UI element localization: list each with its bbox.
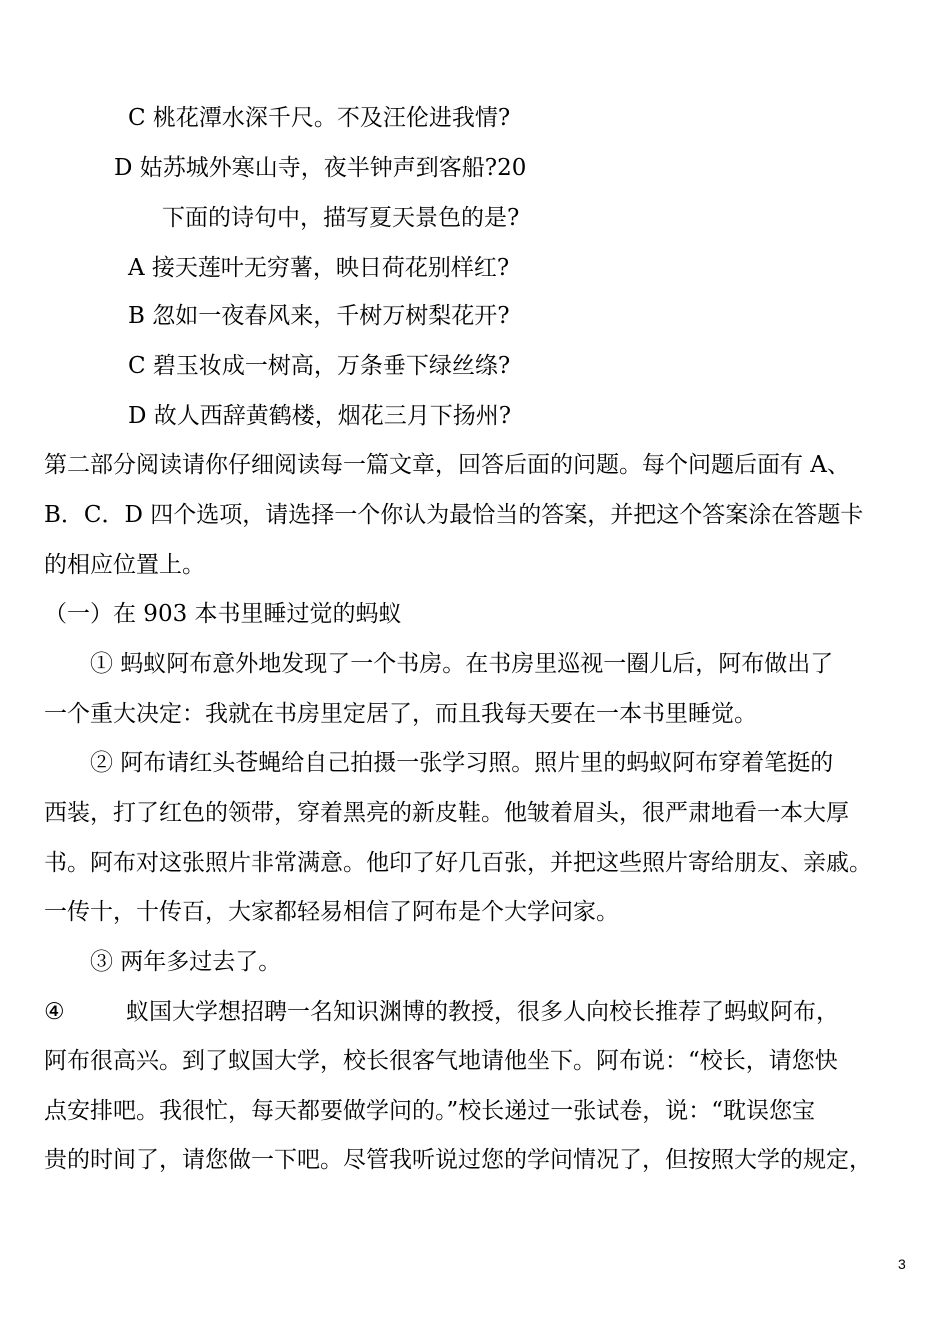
- story-paragraph4-line4: 贵的时间了，请您做一下吧。尽管我听说过您的学问情况了，但按照大学的规定，: [44, 1147, 872, 1173]
- story-paragraph2-line4: 一传十，十传百，大家都轻易相信了阿布是个大学问家。: [44, 899, 619, 925]
- story-paragraph1-line1: ① 蚂蚁阿布意外地发现了一个书房。在书房里巡视一圈儿后，阿布做出了: [90, 651, 834, 677]
- poem-option-b: B 忽如一夜春风来，千树万树梨花开?: [128, 303, 510, 329]
- part2-instructions-line2: B．C．D 四个选项，请选择一个你认为最恰当的答案，并把这个答案涂在答题卡: [44, 502, 864, 528]
- story-paragraph4-line2: 阿布很高兴。到了蚁国大学，校长很客气地请他坐下。阿布说：“校长，请您快: [44, 1048, 838, 1074]
- story-paragraph4-line1: ④ 蚁国大学想招聘一名知识渊博的教授，很多人向校长推荐了蚂蚁阿布，: [44, 999, 839, 1025]
- poem-option-c: C 碧玉妆成一树高，万条垂下绿丝绦?: [128, 353, 511, 379]
- story-paragraph2-line3: 书。阿布对这张照片非常满意。他印了好几百张，并把这些照片寄给朋友、亲戚。: [44, 850, 872, 876]
- story-paragraph2-line2: 西装，打了红色的领带，穿着黑亮的新皮鞋。他皱着眉头，很严肃地看一本大厚: [44, 800, 849, 826]
- poem-option-a: A 接天莲叶无穷薯，映日荷花别样红?: [128, 255, 510, 281]
- story-paragraph3-line1: ③ 两年多过去了。: [90, 949, 282, 975]
- part2-instructions-line1: 第二部分阅读请你仔细阅读每一篇文章，回答后面的问题。每个问题后面有 A、: [44, 452, 850, 478]
- story-paragraph2-line1: ② 阿布请红头苍蝇给自己拍摄一张学习照。照片里的蚂蚁阿布穿着笔挺的: [90, 750, 834, 776]
- poem-option-d: D 故人西辞黄鹤楼，烟花三月下扬州?: [128, 403, 512, 429]
- page-number: 3: [898, 1256, 906, 1272]
- poem-option-c-previous: C 桃花潭水深千尺。不及汪伦进我情?: [128, 105, 511, 131]
- part2-instructions-line3: 的相应位置上。: [44, 552, 205, 578]
- paragraph4-marker: ④: [44, 999, 65, 1025]
- poem-option-d-previous: D 姑苏城外寒山寺，夜半钟声到客船?20: [114, 155, 527, 181]
- story-paragraph1-line2: 一个重大决定：我就在书房里定居了，而且我每天要在一本书里睡觉。: [44, 701, 757, 727]
- story-paragraph4-line3: 点安排吧。我很忙，每天都要做学问的。”校长递过一张试卷，说：“耽误您宝: [44, 1098, 816, 1124]
- poem-question: 下面的诗句中，描写夏天景色的是?: [162, 205, 520, 231]
- story-title: （一）在 903 本书里睡过觉的蚂蚁: [44, 601, 402, 627]
